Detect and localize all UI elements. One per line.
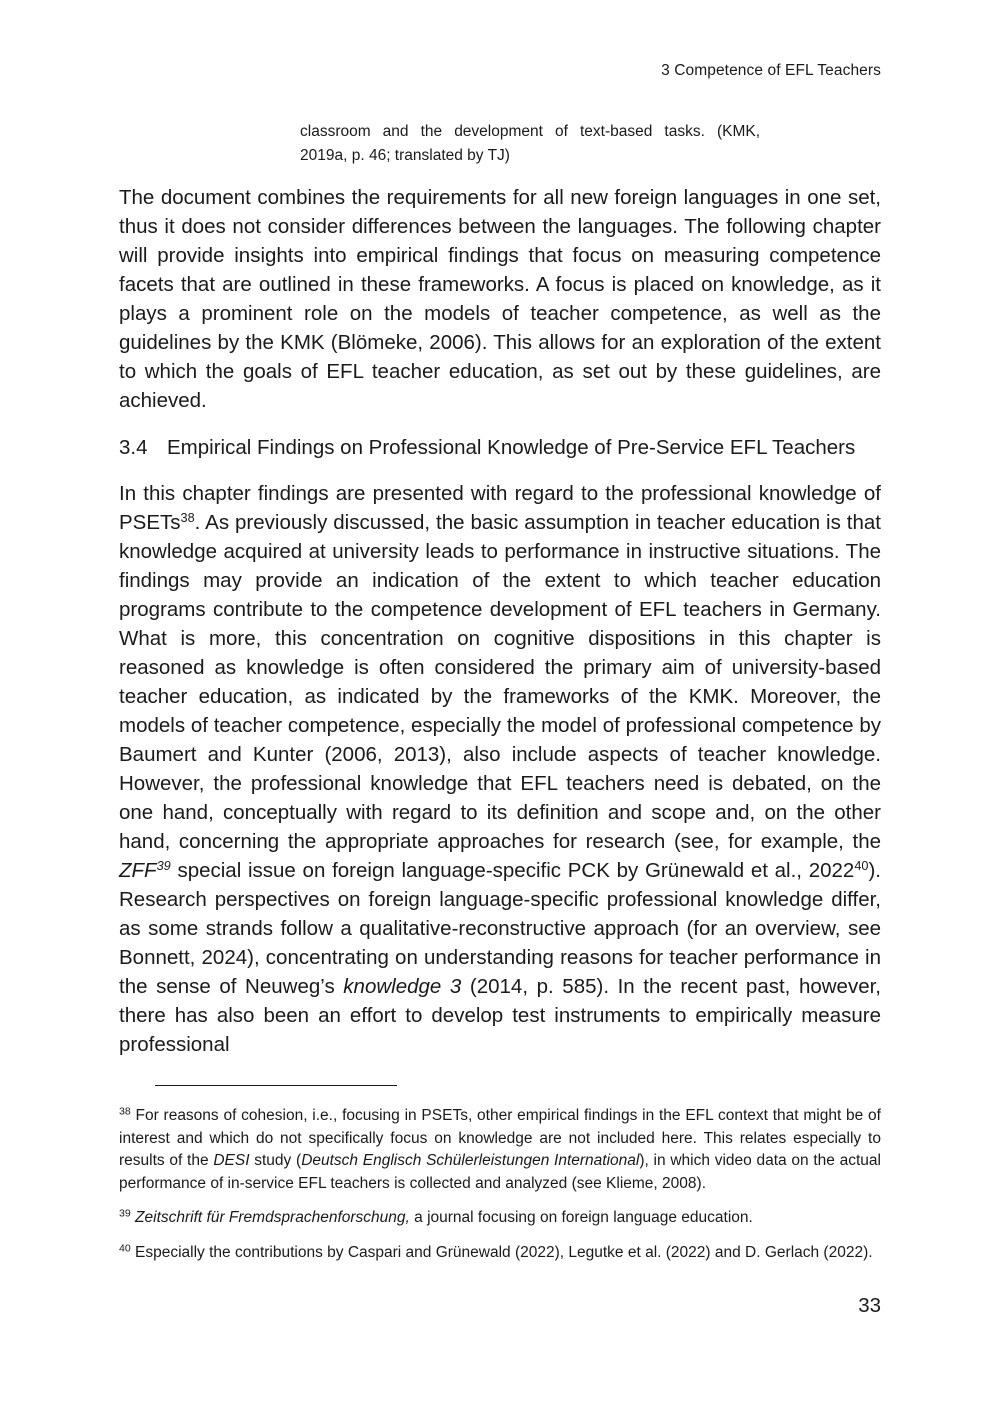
italic-term: Deutsch Englisch Schülerleistungen International [301,1152,640,1169]
block-quote-line: classroom and the development of text-based tasks. (KMK, [300,123,760,140]
text-run: In this chapter findings are presented with regard to the professional knowledge of PSETs [119,482,881,534]
paragraph-text: The document combines the requirements for all new foreign languages in one set, thus it does not consider differences between the languages. The following chapter will provide insights into empirical findings that focus on measuring competence facets that are outlined in these frameworks. A focus is placed on knowledge, as it plays a prominent role on the models of teacher competence, as well as the guidelines by the KMK (Blömeke, 2006). This allows for an exploration of the extent to which the goals of EFL teacher education, as set out by these guidelines, are achieved. [119,186,881,412]
text-run: (2014, p. 585). In the recent past, however, there has also been an effort to develop test instruments to empirically measure professional [119,975,882,1056]
block-quote [300,120,760,168]
footnote-ref-39[interactable]: 39 [156,858,171,874]
footnote-number: 40 [119,1242,131,1255]
text-run: . As previously discussed, the basic assumption in teacher education is that knowledge acquired at university leads to performance in instructive situations. The findings may provide an indication of the extent to which teacher education programs contribute to the competence development of EFL teachers in Germany. What is more, this concentration on cognitive dispositions in this chapter is reasoned as knowledge is often considered the primary aim of university-based teacher education, as indicated by the frameworks of the KMK. Moreover, the models of teacher competence, especially the model of professional competence by Baumert and Kunter (2006, 2013), also include aspects of teacher knowledge. However, the professional knowledge that EFL teachers need is debated, on the one hand, conceptually with regard to its definition and scope and, on the other hand, concerning the appropriate approaches for research (see, for example, the [119,511,881,853]
section-heading [119,433,889,462]
body-paragraph [119,183,881,415]
paragraph-text [119,479,881,1059]
footnote-ref-38[interactable]: 38 [180,510,195,526]
italic-term: ZFF [119,859,157,882]
footnote-divider [155,1085,397,1086]
body-paragraph [119,479,881,1059]
running-head: 3 Competence of EFL Teachers [661,62,881,79]
footnote-text: For reasons of cohesion, i.e., focusing in PSETs, other empirical findings in the EFL context that might be of interest and which do not specifically focus on knowledge are not included here. This relates especially to results of the [119,1107,881,1169]
italic-term: DESI [213,1152,250,1169]
footnote-40 [119,1242,881,1265]
section-title: Empirical Findings on Professional Knowledge of Pre-Service EFL Teachers [167,436,856,459]
footnote-number: 38 [119,1105,131,1118]
page-number: 33 [858,1294,881,1317]
footnote-text: ), in which video data on the actual performance of in-service EFL teachers is collected and analyzed (see Klieme, 2008). [119,1152,881,1192]
footnote-number: 39 [119,1207,131,1220]
footnotes [119,1105,881,1276]
italic-term: Zeitschrift für Fremdsprachenforschung, [135,1209,410,1226]
italic-term: knowledge 3 [343,975,462,998]
footnote-text: study ( [249,1152,302,1169]
footnote-ref-40[interactable]: 40 [854,858,869,874]
footnote-38 [119,1105,881,1195]
block-quote-line: 2019a, p. 46; translated by TJ) [300,147,510,164]
footnote-text: a journal focusing on foreign language education. [409,1209,753,1226]
text-run: ). Research perspectives on foreign language-specific professional knowledge differ, as some strands follow a qualitative-reconstructive approach (for an overview, see Bonnett, 2024), concentrating on understanding reasons for teacher performance in the sense of Neuweg’s [119,859,881,998]
text-run: special issue on foreign language-specific PCK by Grünewald et al., 2022 [170,859,855,882]
footnote-39 [119,1207,881,1230]
footnote-text: Especially the contributions by Caspari and Grünewald (2022), Legutke et al. (2022) and D. Gerlach (2022). [130,1243,873,1261]
section-number: 3.4 [119,436,148,459]
